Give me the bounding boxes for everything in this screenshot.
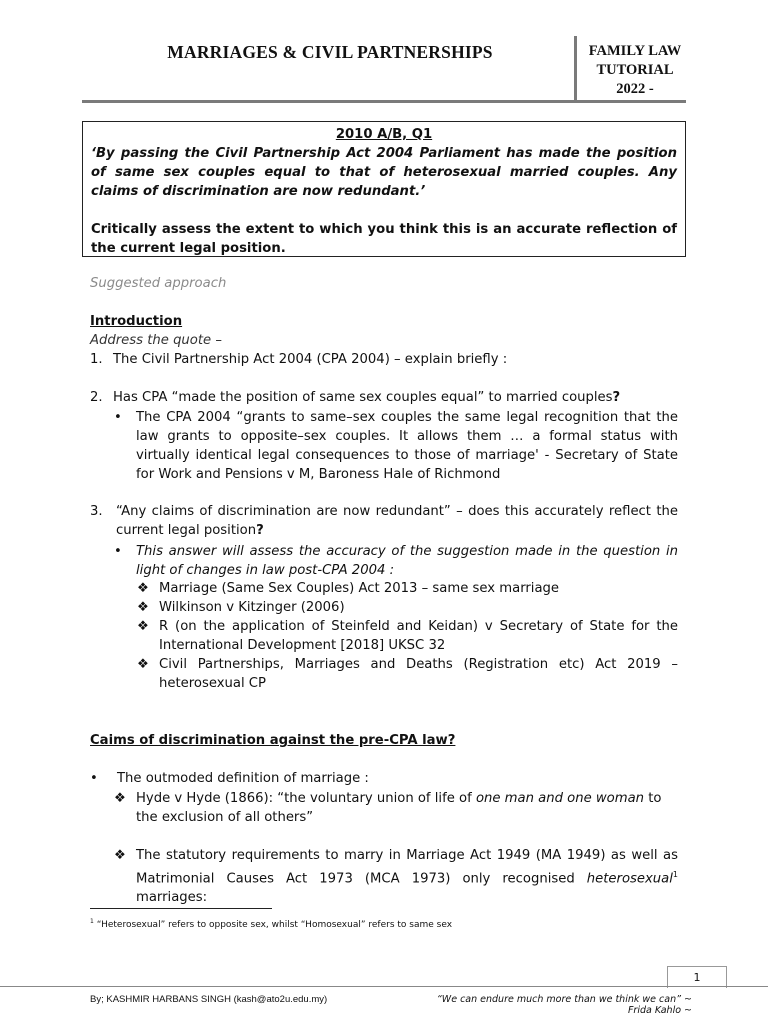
- claims-sub-hyde: [114, 789, 678, 827]
- question-heading: 2010 A/B, Q1: [335, 127, 433, 142]
- intro-item-3-text: “Any claims of discrimination are now redundant” – does this accurately reflect the current legal position: [116, 504, 678, 538]
- sub-item-text: Wilkinson v Kitzinger (2006): [159, 600, 345, 615]
- question-box: [82, 121, 686, 257]
- hyde-text-a: Hyde v Hyde (1866): “the voluntary union of life of: [136, 791, 476, 806]
- diamond-bullet-icon: ❖: [137, 657, 149, 672]
- footnote-text: “Heterosexual” refers to opposite sex, whilst “Homosexual” refers to same sex: [93, 920, 453, 930]
- hyde-text-italic: one man and one woman: [475, 791, 645, 806]
- course-label: [580, 42, 690, 99]
- sub-item-text: Marriage (Same Sex Couples) Act 2013 – same sex marriage: [159, 581, 560, 596]
- intro-subheading: Address the quote –: [90, 333, 222, 348]
- sub-item: [137, 579, 678, 598]
- bullet-icon: •: [114, 544, 122, 559]
- diamond-bullet-icon: ❖: [114, 791, 126, 806]
- intro-item-3-bullet-text: This answer will assess the accuracy of the suggestion made in the question in light of changes in law post-CPA 2004 :: [136, 544, 678, 578]
- diamond-bullet-icon: ❖: [114, 848, 126, 863]
- intro-item-1-number: 1.: [90, 352, 103, 367]
- bullet-icon: •: [114, 410, 122, 425]
- intro-heading: Introduction: [90, 314, 183, 329]
- intro-item-3-qmark: ?: [256, 523, 264, 538]
- footnote-rule: [90, 908, 272, 909]
- intro-item-2-number: 2.: [90, 390, 103, 405]
- question-quote: ‘By passing the Civil Partnership Act 2004 Parliament has made the position of same sex couples equal to that of heterosexual married couples. Any claims of discrimination are now redundant.’: [91, 146, 677, 199]
- intro-item-1-text: The Civil Partnership Act 2004 (CPA 2004) – explain briefly :: [113, 352, 508, 367]
- claims-sub-statutory: [114, 846, 678, 907]
- footnote-ref[interactable]: 1: [672, 870, 678, 879]
- footer-rule: [0, 986, 768, 987]
- diamond-bullet-icon: ❖: [137, 581, 149, 596]
- course-label-line2: TUTORIAL: [596, 62, 674, 78]
- claims-bullet-text: The outmoded definition of marriage :: [117, 771, 369, 786]
- claims-bullet: [90, 769, 680, 788]
- footer-author: By; KASHMIR HARBANS SINGH (kash@ato2u.edu.my): [90, 994, 328, 1005]
- statutory-text-b: marriages:: [136, 890, 208, 906]
- page-title: MARRIAGES & CIVIL PARTNERSHIPS: [167, 42, 493, 62]
- intro-item-2: [90, 388, 680, 407]
- sub-item-text: R (on the application of Steinfeld and Keidan) v Secretary of State for the International Development [2018] UKSC 32: [159, 619, 678, 653]
- footer-quote: “We can endure much more than we think we can” ~ Frida Kahlo ~: [436, 994, 692, 1016]
- claims-heading: Caims of discrimination against the pre-CPA law?: [90, 733, 456, 748]
- page-number: 1: [667, 966, 727, 988]
- intro-item-2-text: Has CPA “made the position of same sex couples equal” to married couples: [113, 390, 613, 405]
- sub-item-text: Civil Partnerships, Marriages and Deaths (Registration etc) Act 2019 – heterosexual CP: [159, 657, 678, 691]
- suggested-approach: Suggested approach: [90, 276, 227, 291]
- footnote: [90, 918, 690, 930]
- bullet-icon: •: [90, 771, 98, 786]
- course-label-line1: FAMILY LAW: [588, 43, 682, 59]
- diamond-bullet-icon: ❖: [137, 619, 149, 634]
- hyde-text-b: to the exclusion of all others”: [136, 791, 662, 825]
- intro-item-1: [90, 350, 680, 369]
- sub-item: [137, 598, 678, 617]
- diamond-bullet-icon: ❖: [137, 600, 149, 615]
- course-label-line3: 2022 -: [616, 81, 654, 97]
- intro-item-2-bullet: [114, 408, 678, 484]
- statutory-text-italic: heterosexual: [586, 871, 673, 887]
- question-task: Critically assess the extent to which you think this is an accurate reflection of the current legal position.: [91, 222, 677, 256]
- statutory-text-a: The statutory requirements to marry in Marriage Act 1949 (MA 1949) as well as Matrimonial Causes Act 1973 (MCA 1973) only recognised: [136, 848, 678, 887]
- footnote-number: 1: [90, 918, 94, 925]
- header-divider-horizontal: [82, 100, 686, 103]
- intro-item-3: [90, 502, 678, 540]
- sub-item: [137, 655, 678, 693]
- sub-item: [137, 617, 678, 655]
- intro-item-2-bullet-text: The CPA 2004 “grants to same–sex couples the same legal recognition that the law grants to opposite–sex couples. It allows them … a formal status with virtually identical legal consequences to those of marriage' - Secretary of State for Work and Pensions v M, Baroness Hale of Richmond: [136, 410, 678, 482]
- intro-item-3-bullet: [114, 542, 678, 580]
- header-divider-vertical: [574, 36, 577, 102]
- intro-item-3-number: 3.: [90, 504, 103, 519]
- intro-item-2-qmark: ?: [612, 390, 621, 405]
